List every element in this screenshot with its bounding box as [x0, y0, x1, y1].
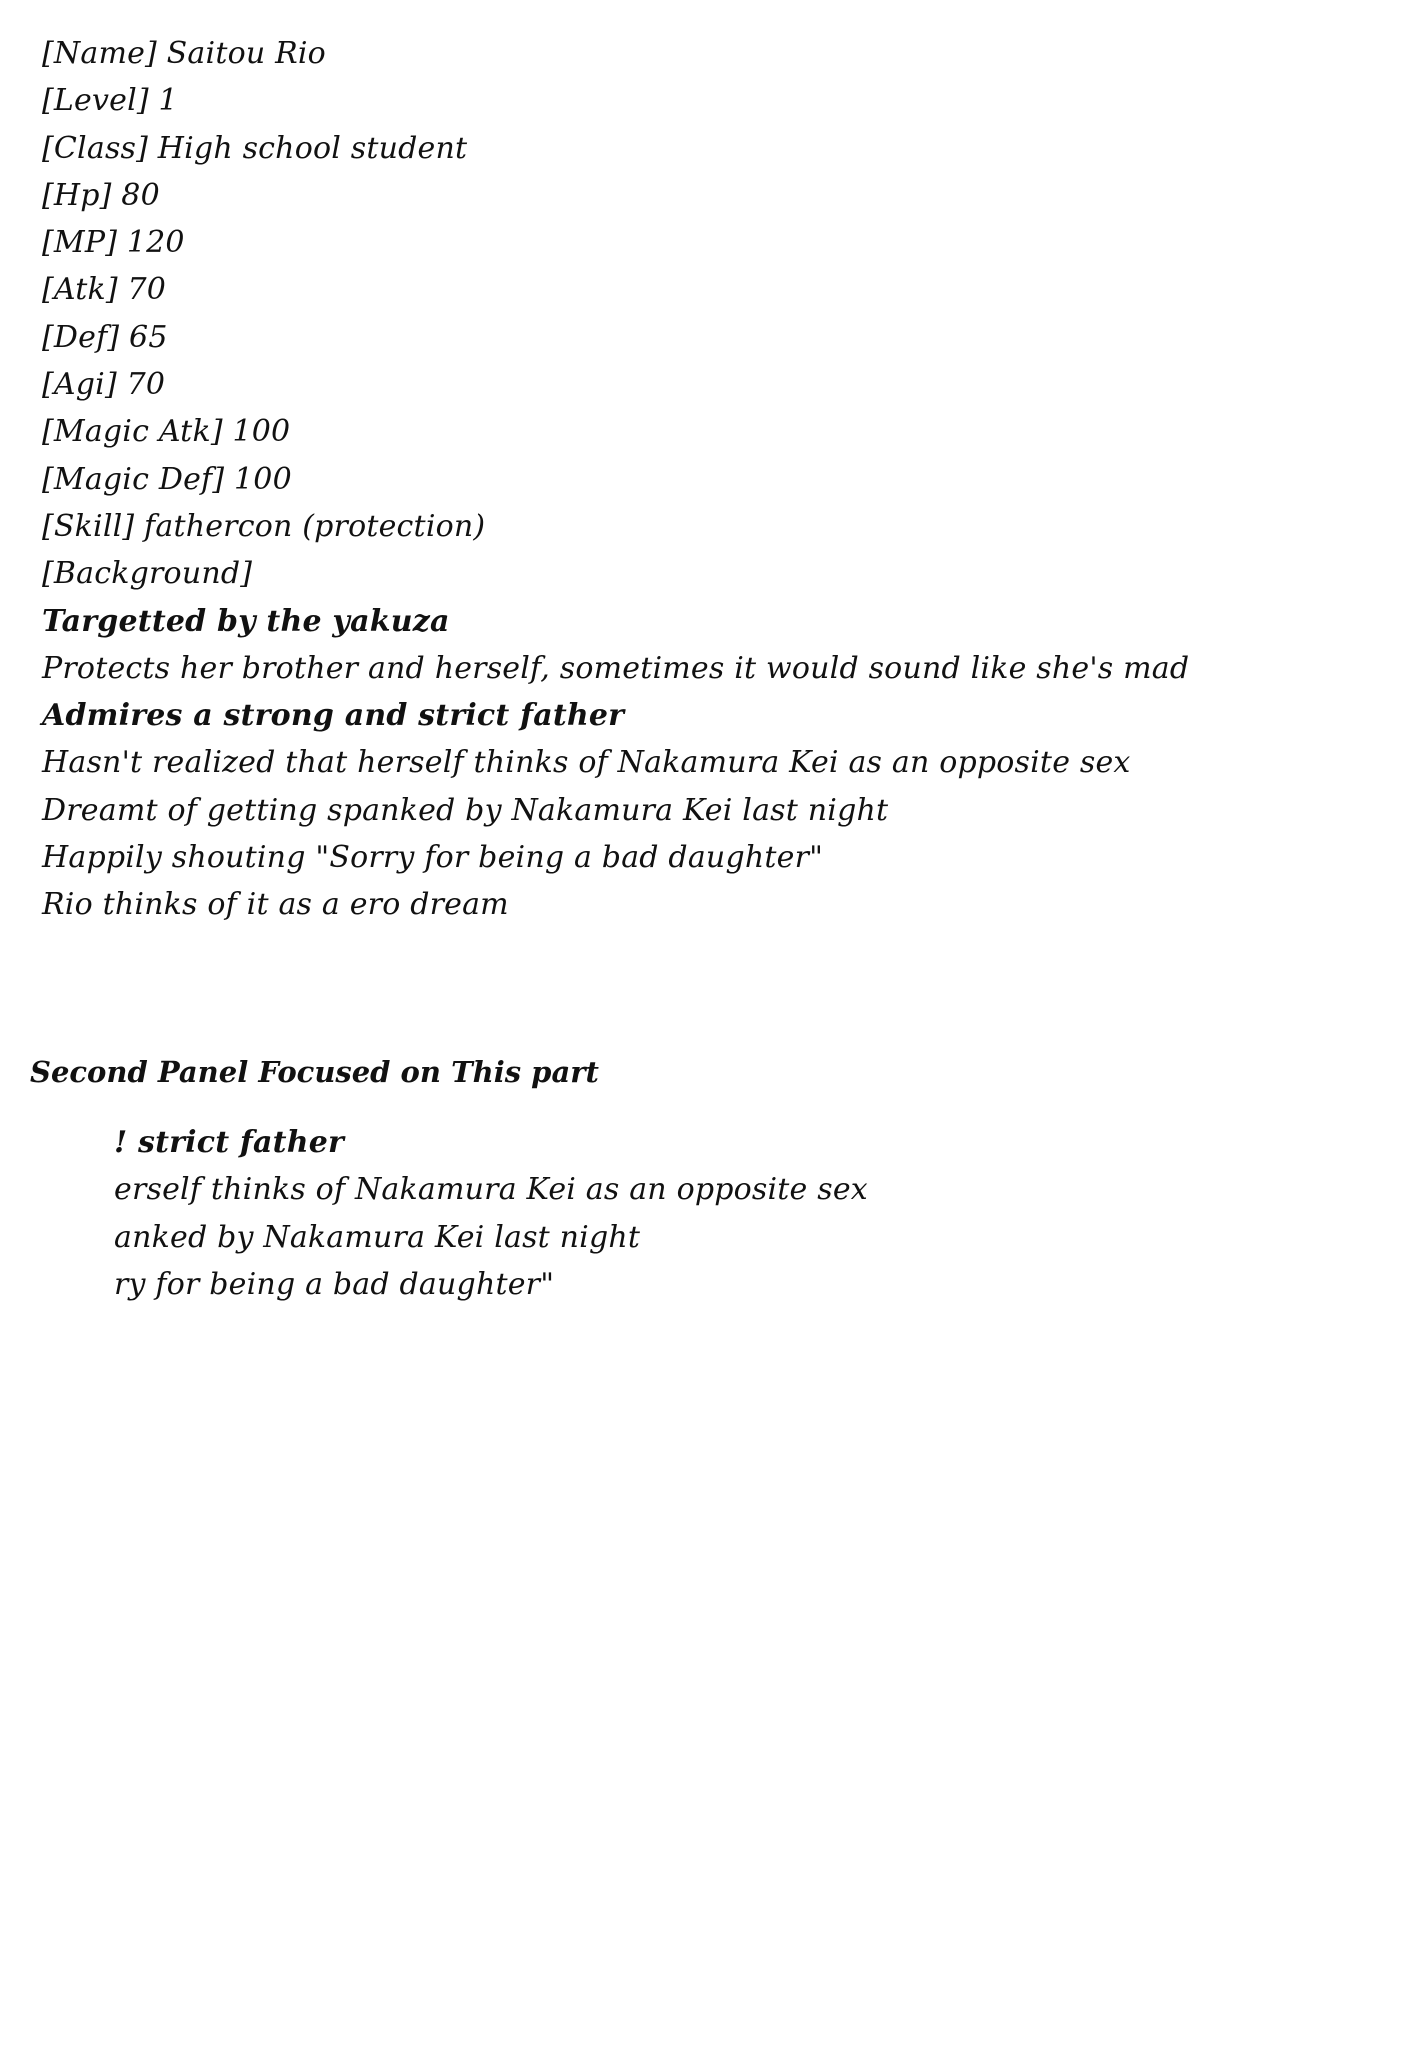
second-panel-crop	[114, 1119, 1014, 1319]
background-line: Protects her brother and herself, sometimes it would sound like she's mad	[42, 650, 1190, 686]
mp-line: [MP] 120	[42, 225, 185, 261]
agi-line: [Agi] 70	[42, 367, 166, 403]
hp-line: [Hp] 80	[42, 177, 160, 213]
background-line: Rio thinks of it as a ero dream	[42, 887, 509, 923]
background-line: Targetted by the yakuza	[42, 603, 450, 639]
background-line: Dreamt of getting spanked by Nakamura Kei last night	[42, 792, 889, 828]
def-line: [Def] 65	[42, 319, 168, 355]
class-line: [Class] High school student	[42, 130, 468, 166]
name-line: [Name] Saitou Rio	[42, 36, 326, 71]
atk-line: [Atk] 70	[42, 272, 167, 308]
skill-line: [Skill] fathercon (protection)	[42, 508, 486, 544]
magic-atk-line: [Magic Atk] 100	[42, 414, 291, 450]
magic-def-line: [Magic Def] 100	[42, 461, 292, 497]
second-panel-heading: Second Panel Focused on This part	[30, 1055, 599, 1089]
background-line: Hasn't realized that herself thinks of Nakamura Kei as an opposite sex	[42, 745, 1131, 781]
background-line: Happily shouting "Sorry for being a bad daughter"	[42, 840, 824, 876]
second-panel-crop-text	[114, 1119, 868, 1308]
background-label: [Background]	[42, 556, 253, 592]
status-sheet	[42, 30, 1242, 929]
background-line: Admires a strong and strict father	[42, 698, 625, 734]
crop-line: anked by Nakamura Kei last night	[114, 1219, 641, 1255]
crop-line: erself thinks of Nakamura Kei as an opposite sex	[114, 1172, 868, 1208]
level-line: [Level] 1	[42, 83, 178, 119]
crop-line: ! strict father	[114, 1125, 345, 1160]
crop-line: ry for being a bad daughter"	[114, 1266, 555, 1302]
